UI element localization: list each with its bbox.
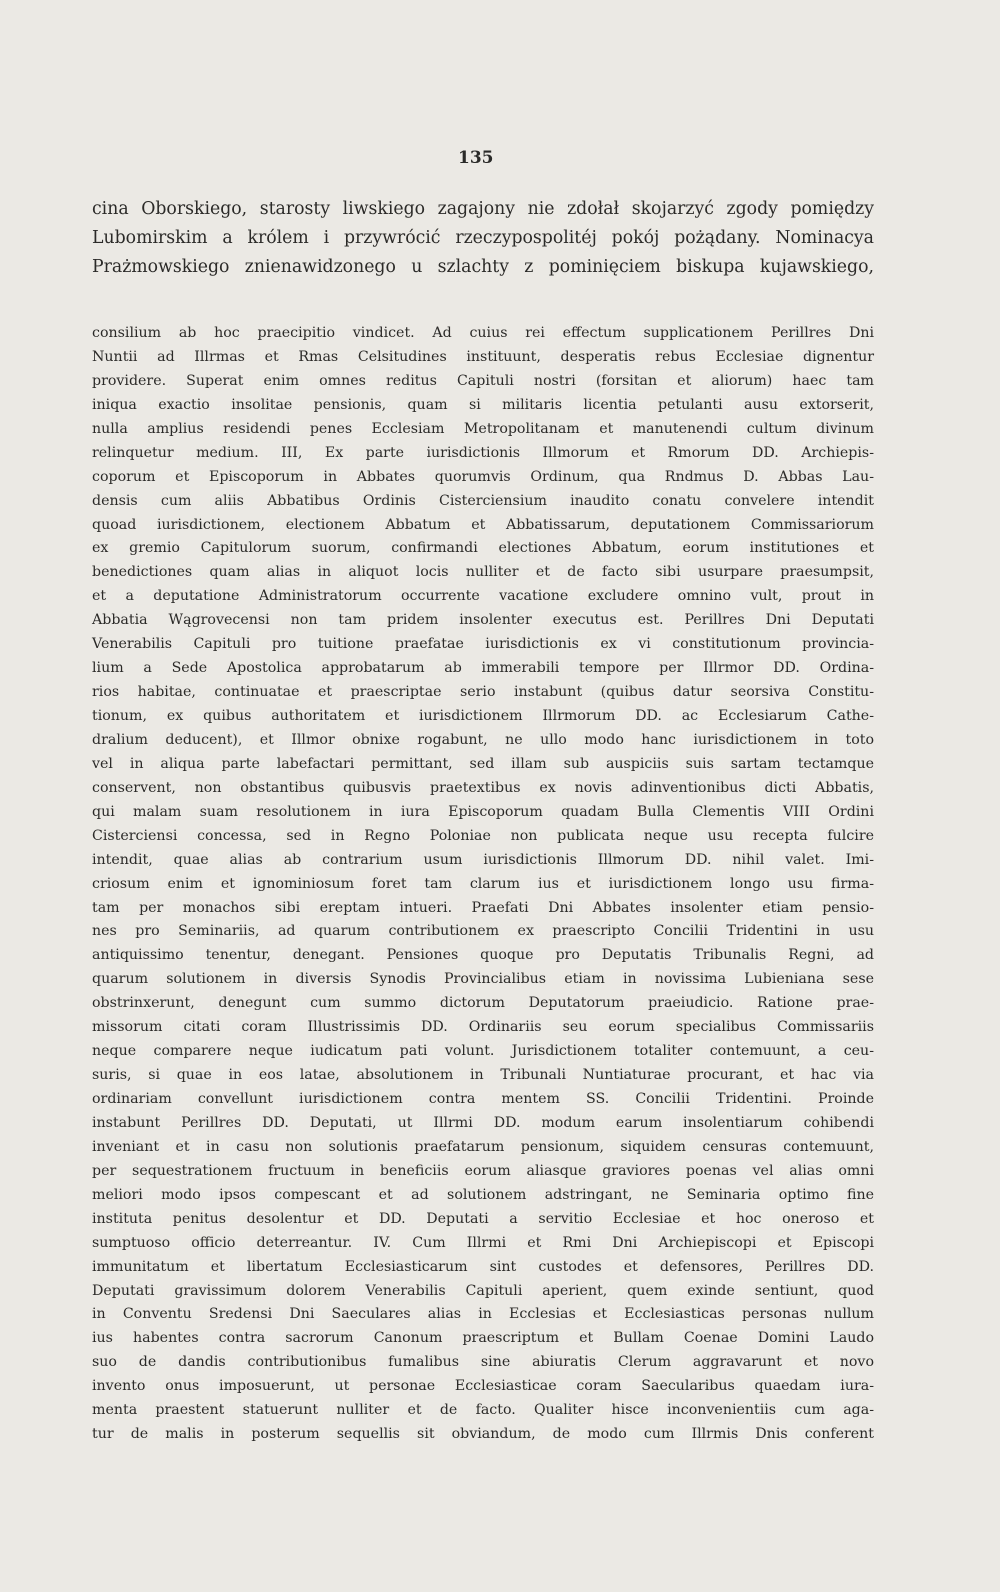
text-line: ius habentes contra sacrorum Canonum praescriptum et Bullam Coenae Domini Laudo [92, 1330, 874, 1347]
text-line: lium a Sede Apostolica approbatarum ab immerabili tempore per Illrmor DD. Ordina- [92, 660, 874, 677]
text-line: inveniant et in casu non solutionis praefatarum pensionum, siquidem censuras contemuunt, [92, 1138, 874, 1155]
text-line: rios habitae, continuatae et praescriptae serio instabunt (quibus datur seorsiva Constitu- [92, 684, 874, 701]
text-line: et a deputatione Administratorum occurrente vacatione excludere omnino vult, prout in [92, 588, 874, 605]
text-line: benedictiones quam alias in aliquot locis nulliter et de facto sibi usurpare praesumpsit, [92, 564, 874, 581]
text-line: intendit, quae alias ab contrarium usum iurisdictionis Illmorum DD. nihil valet. Imi- [92, 851, 874, 868]
text-line: immunitatum et libertatum Ecclesiasticarum sint custodes et defensores, Perillres DD. [92, 1258, 874, 1275]
text-line: antiquissimo tenentur, denegant. Pensiones quoque pro Deputatis Tribunalis Regni, ad [92, 947, 874, 964]
text-line: per sequestrationem fructuum in beneficiis eorum aliasque graviores poenas vel alias omni [92, 1162, 874, 1179]
text-line: Prażmowskiego znienawidzonego u szlachty z pominięciem biskupa kujawskiego, [92, 257, 874, 277]
text-line: densis cum aliis Abbatibus Ordinis Cisterciensium inaudito conatu convelere intendit [92, 492, 874, 509]
text-line: quoad iurisdictionem, electionem Abbatum et Abbatissarum, deputationem Commissariorum [92, 516, 874, 533]
text-line: tionum, ex quibus authoritatem et iurisdictionem Illrmorum DD. ac Ecclesiarum Cathe- [92, 708, 874, 724]
text-line: meliori modo ipsos compescant et ad solutionem adstringant, ne Seminaria optimo fine [92, 1186, 874, 1203]
text-line: nes pro Seminariis, ad quarum contributionem ex praescripto Concilii Tridentini in usu [92, 923, 874, 940]
text-line: quarum solutionem in diversis Synodis Provincialibus etiam in novissima Lubieniana sese [92, 971, 874, 988]
text-line: consilium ab hoc praecipitio vindicet. Ad cuius rei effectum supplicationem Perillres Dni [92, 325, 874, 341]
text-line: Cisterciensi concessa, sed in Regno Poloniae non publicata neque usu recepta fulcire [92, 827, 874, 844]
text-line: vel in aliqua parte labefactari permittant, sed illam sub auspiciis suis sartam tectamque [92, 755, 874, 772]
text-line: Abbatia Wągrovecensi non tam pridem insolenter executus est. Perillres Dni Deputati [92, 612, 874, 629]
text-line: in Conventu Sredensi Dni Saeculares alias in Ecclesias et Ecclesiasticas personas nullum [92, 1306, 874, 1323]
latin-text-block [92, 322, 874, 1447]
text-line: Nuntii ad Illrmas et Rmas Celsitudines instituunt, desperatis rebus Ecclesiae dignentur [92, 348, 874, 365]
text-line: menta praestent statuerunt nulliter et de facto. Qualiter hisce inconvenientiis cum aga- [92, 1402, 874, 1419]
text-line: sumptuoso officio deterreantur. IV. Cum Illrmi et Rmi Dni Archiepiscopi et Episcopi [92, 1234, 874, 1251]
text-line: qui malam suam resolutionem in iura Episcoporum quadam Bulla Clementis VIII Ordini [92, 803, 874, 820]
text-line: ex gremio Capitulorum suorum, confirmandi electiones Abbatum, eorum institutiones et [92, 540, 874, 557]
text-line: ordinariam convellunt iurisdictionem contra mentem SS. Concilii Tridentini. Proinde [92, 1091, 874, 1107]
text-line: invento onus imposuerunt, ut personae Ecclesiasticae coram Saecularibus quaedam iura- [92, 1378, 874, 1395]
text-line: Lubomirskim a królem i przywrócić rzeczypospolitéj pokój pożądany. Nominacya [92, 228, 874, 248]
text-line: neque comparere neque iudicatum pati volunt. Jurisdictionem totaliter contemuunt, a ceu- [92, 1043, 874, 1060]
text-line: dralium deducent), et Illmor obnixe rogabunt, ne ullo modo hanc iurisdictionem in toto [92, 731, 874, 748]
text-line: Deputati gravissimum dolorem Venerabilis Capituli aperient, quem exinde sentiunt, quod [92, 1282, 874, 1299]
polish-text-block [92, 195, 874, 282]
page-number: 135 [458, 148, 494, 168]
text-line: coporum et Episcoporum in Abbates quorumvis Ordinum, qua Rndmus D. Abbas Lau- [92, 468, 874, 485]
text-line: instituta penitus desolentur et DD. Deputati a servitio Ecclesiae et hoc oneroso et [92, 1210, 874, 1227]
text-line: instabunt Perillres DD. Deputati, ut Illrmi DD. modum earum insolentiarum cohibendi [92, 1114, 874, 1131]
text-line: Venerabilis Capituli pro tuitione praefatae iurisdictionis ex vi constitutionum provincia- [92, 636, 874, 653]
text-line: cina Oborskiego, starosty liwskiego zagajony nie zdołał skojarzyć zgody pomiędzy [92, 199, 874, 219]
text-line: suo de dandis contributionibus fumalibus sine abiuratis Clerum aggravarunt et novo [92, 1354, 874, 1371]
text-line: relinquetur medium. III, Ex parte iurisdictionis Illmorum et Rmorum DD. Archiepis- [92, 444, 874, 461]
text-line: iniqua exactio insolitae pensionis, quam si militaris licentia petulanti ausu extorserit, [92, 396, 874, 413]
text-line: missorum citati coram Illustrissimis DD. Ordinariis seu eorum specialibus Commissariis [92, 1019, 874, 1036]
text-line: conservent, non obstantibus quibusvis praetextibus ex novis adinventionibus dicti Abbatis, [92, 779, 874, 796]
text-line: suris, si quae in eos latae, absolutionem in Tribunali Nuntiaturae procurant, et hac via [92, 1067, 874, 1084]
text-line: providere. Superat enim omnes reditus Capituli nostri (forsitan et aliorum) haec tam [92, 372, 874, 389]
text-line: criosum enim et ignominiosum foret tam clarum ius et iurisdictionem longo usu firma- [92, 875, 874, 892]
text-line: tam per monachos sibi ereptam intueri. Praefati Dni Abbates insolenter etiam pensio- [92, 899, 874, 916]
text-line: obstrinxerunt, denegunt cum summo dictorum Deputatorum praeiudicio. Ratione prae- [92, 995, 874, 1012]
text-line: tur de malis in posterum sequellis sit obviandum, de modo cum Illrmis Dnis conferent [92, 1426, 874, 1443]
text-line: nulla amplius residendi penes Ecclesiam Metropolitanam et manutenendi cultum divinum [92, 420, 874, 437]
